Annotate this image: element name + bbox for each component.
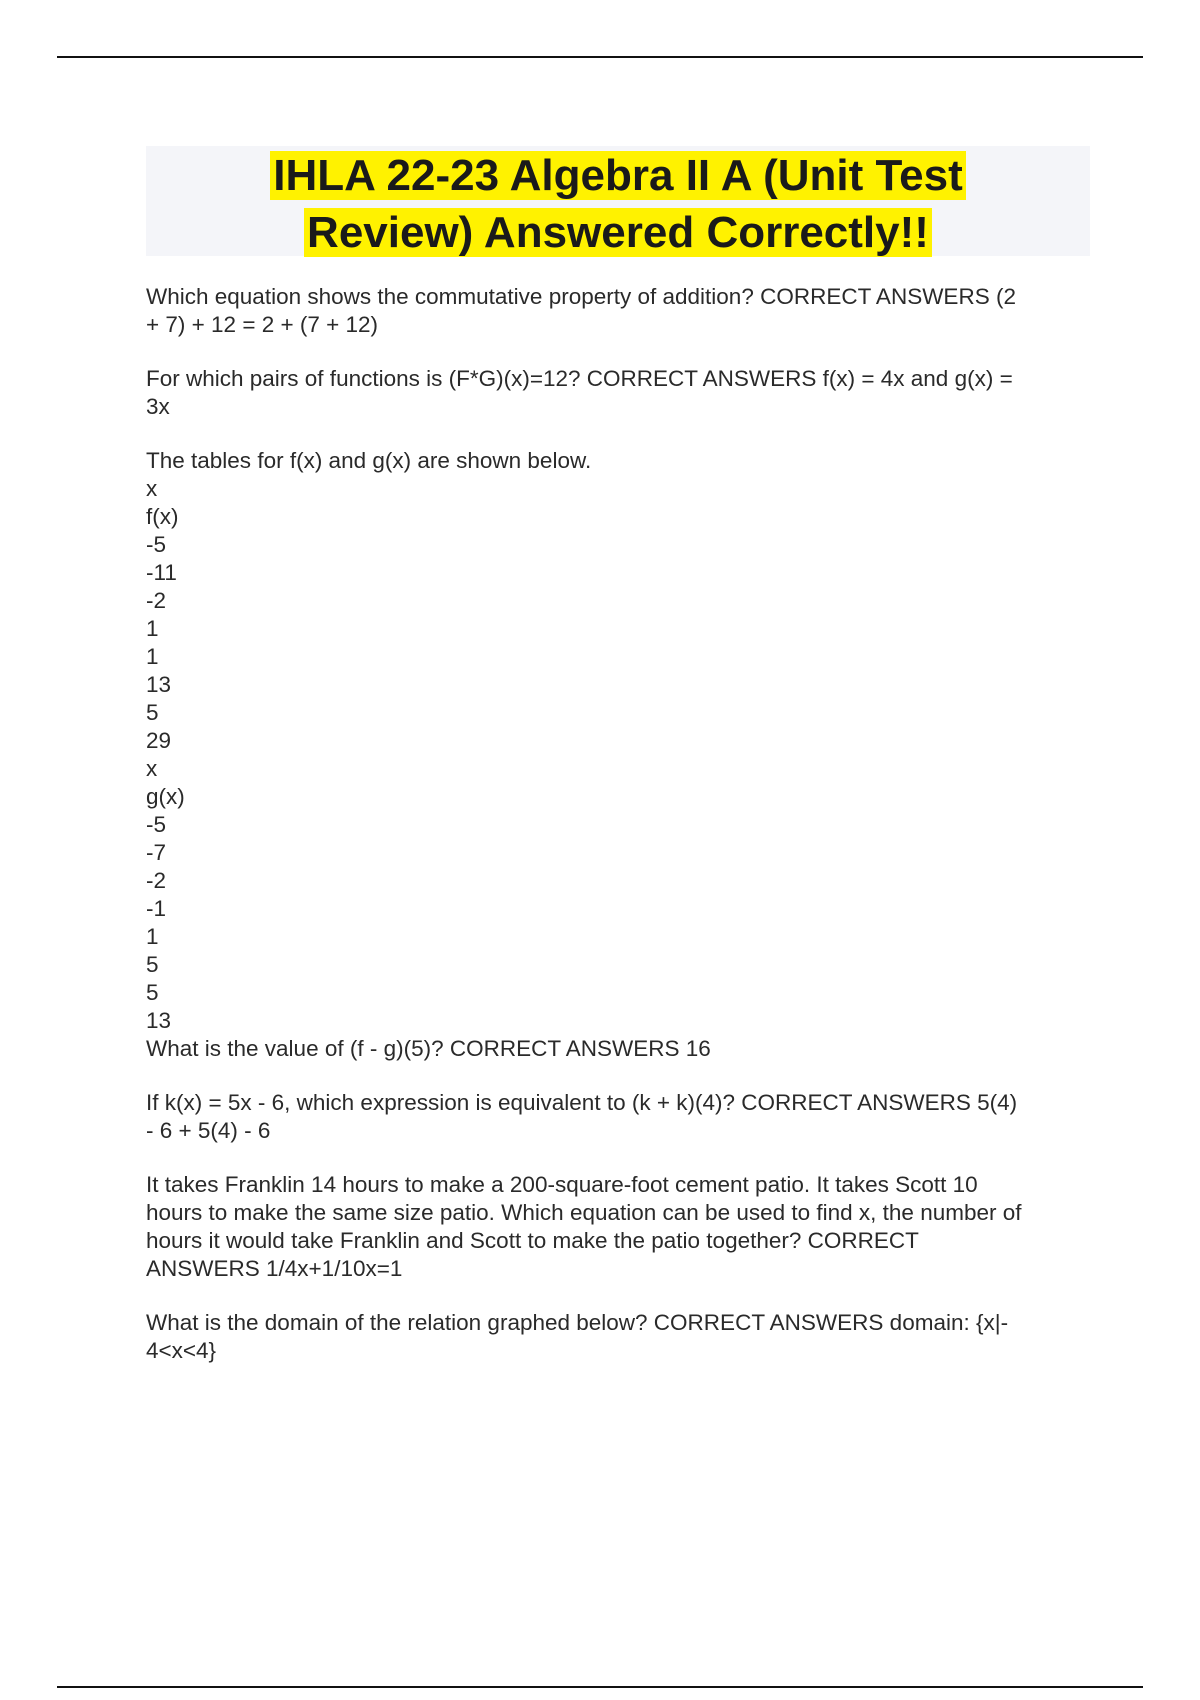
tables-intro: The tables for f(x) and g(x) are shown below.: [146, 448, 592, 473]
table-cell: -11: [146, 560, 177, 585]
qa-function-product: [146, 365, 1090, 421]
qa-line: It takes Franklin 14 hours to make a 200-square-foot cement patio. It takes Scott 10: [146, 1172, 978, 1197]
qa-line: - 6 + 5(4) - 6: [146, 1118, 271, 1143]
document-title: [146, 146, 1090, 261]
title-band: [146, 146, 1090, 256]
qa-line: ANSWERS 1/4x+1/10x=1: [146, 1256, 403, 1281]
title-line-1: IHLA 22-23 Algebra II A (Unit Test: [270, 151, 965, 200]
table-cell: 13: [146, 672, 172, 697]
qa-line: hours it would take Franklin and Scott to make the patio together? CORRECT: [146, 1228, 919, 1253]
qa-line: For which pairs of functions is (F*G)(x)=12? CORRECT ANSWERS f(x) = 4x and g(x) =: [146, 366, 1013, 391]
header-rule: [57, 56, 1143, 58]
table-cell: 13: [146, 1008, 172, 1033]
qa-line: What is the domain of the relation graphed below? CORRECT ANSWERS domain: {x|-: [146, 1310, 1009, 1335]
table-cell: x: [146, 756, 158, 781]
qa-line: hours to make the same size patio. Which equation can be used to find x, the number of: [146, 1200, 1022, 1225]
table-cell: 29: [146, 728, 172, 753]
qa-line: + 7) + 12 = 2 + (7 + 12): [146, 312, 379, 337]
table-cell: -1: [146, 896, 167, 921]
table-cell: 1: [146, 924, 159, 949]
table-cell: -7: [146, 840, 167, 865]
qa-line: Which equation shows the commutative property of addition? CORRECT ANSWERS (2: [146, 284, 1016, 309]
table-cell: 5: [146, 700, 159, 725]
table-cell: x: [146, 476, 158, 501]
qa-line: If k(x) = 5x - 6, which expression is equivalent to (k + k)(4)? CORRECT ANSWERS 5(4): [146, 1090, 1018, 1115]
table-cell: 5: [146, 980, 159, 1005]
table-cell: 1: [146, 616, 159, 641]
table-cell: -5: [146, 812, 167, 837]
table-cell: -5: [146, 532, 167, 557]
tables-question: What is the value of (f - g)(5)? CORRECT ANSWERS 16: [146, 1036, 711, 1061]
table-cell: -2: [146, 588, 167, 613]
qa-commutative: [146, 283, 1090, 339]
qa-sum-of-functions: [146, 1089, 1090, 1145]
qa-line: 4<x<4}: [146, 1338, 217, 1363]
qa-line: 3x: [146, 394, 170, 419]
qa-work-rate: [146, 1171, 1090, 1283]
qa-function-tables: [146, 447, 1090, 1063]
title-line-2: Review) Answered Correctly!!: [304, 208, 932, 257]
table-cell: g(x): [146, 784, 185, 809]
qa-domain: [146, 1309, 1090, 1365]
table-cell: 5: [146, 952, 159, 977]
footer-rule: [57, 1686, 1143, 1688]
document-body: [146, 283, 1090, 1365]
table-cell: f(x): [146, 504, 179, 529]
table-cell: 1: [146, 644, 159, 669]
table-cell: -2: [146, 868, 167, 893]
